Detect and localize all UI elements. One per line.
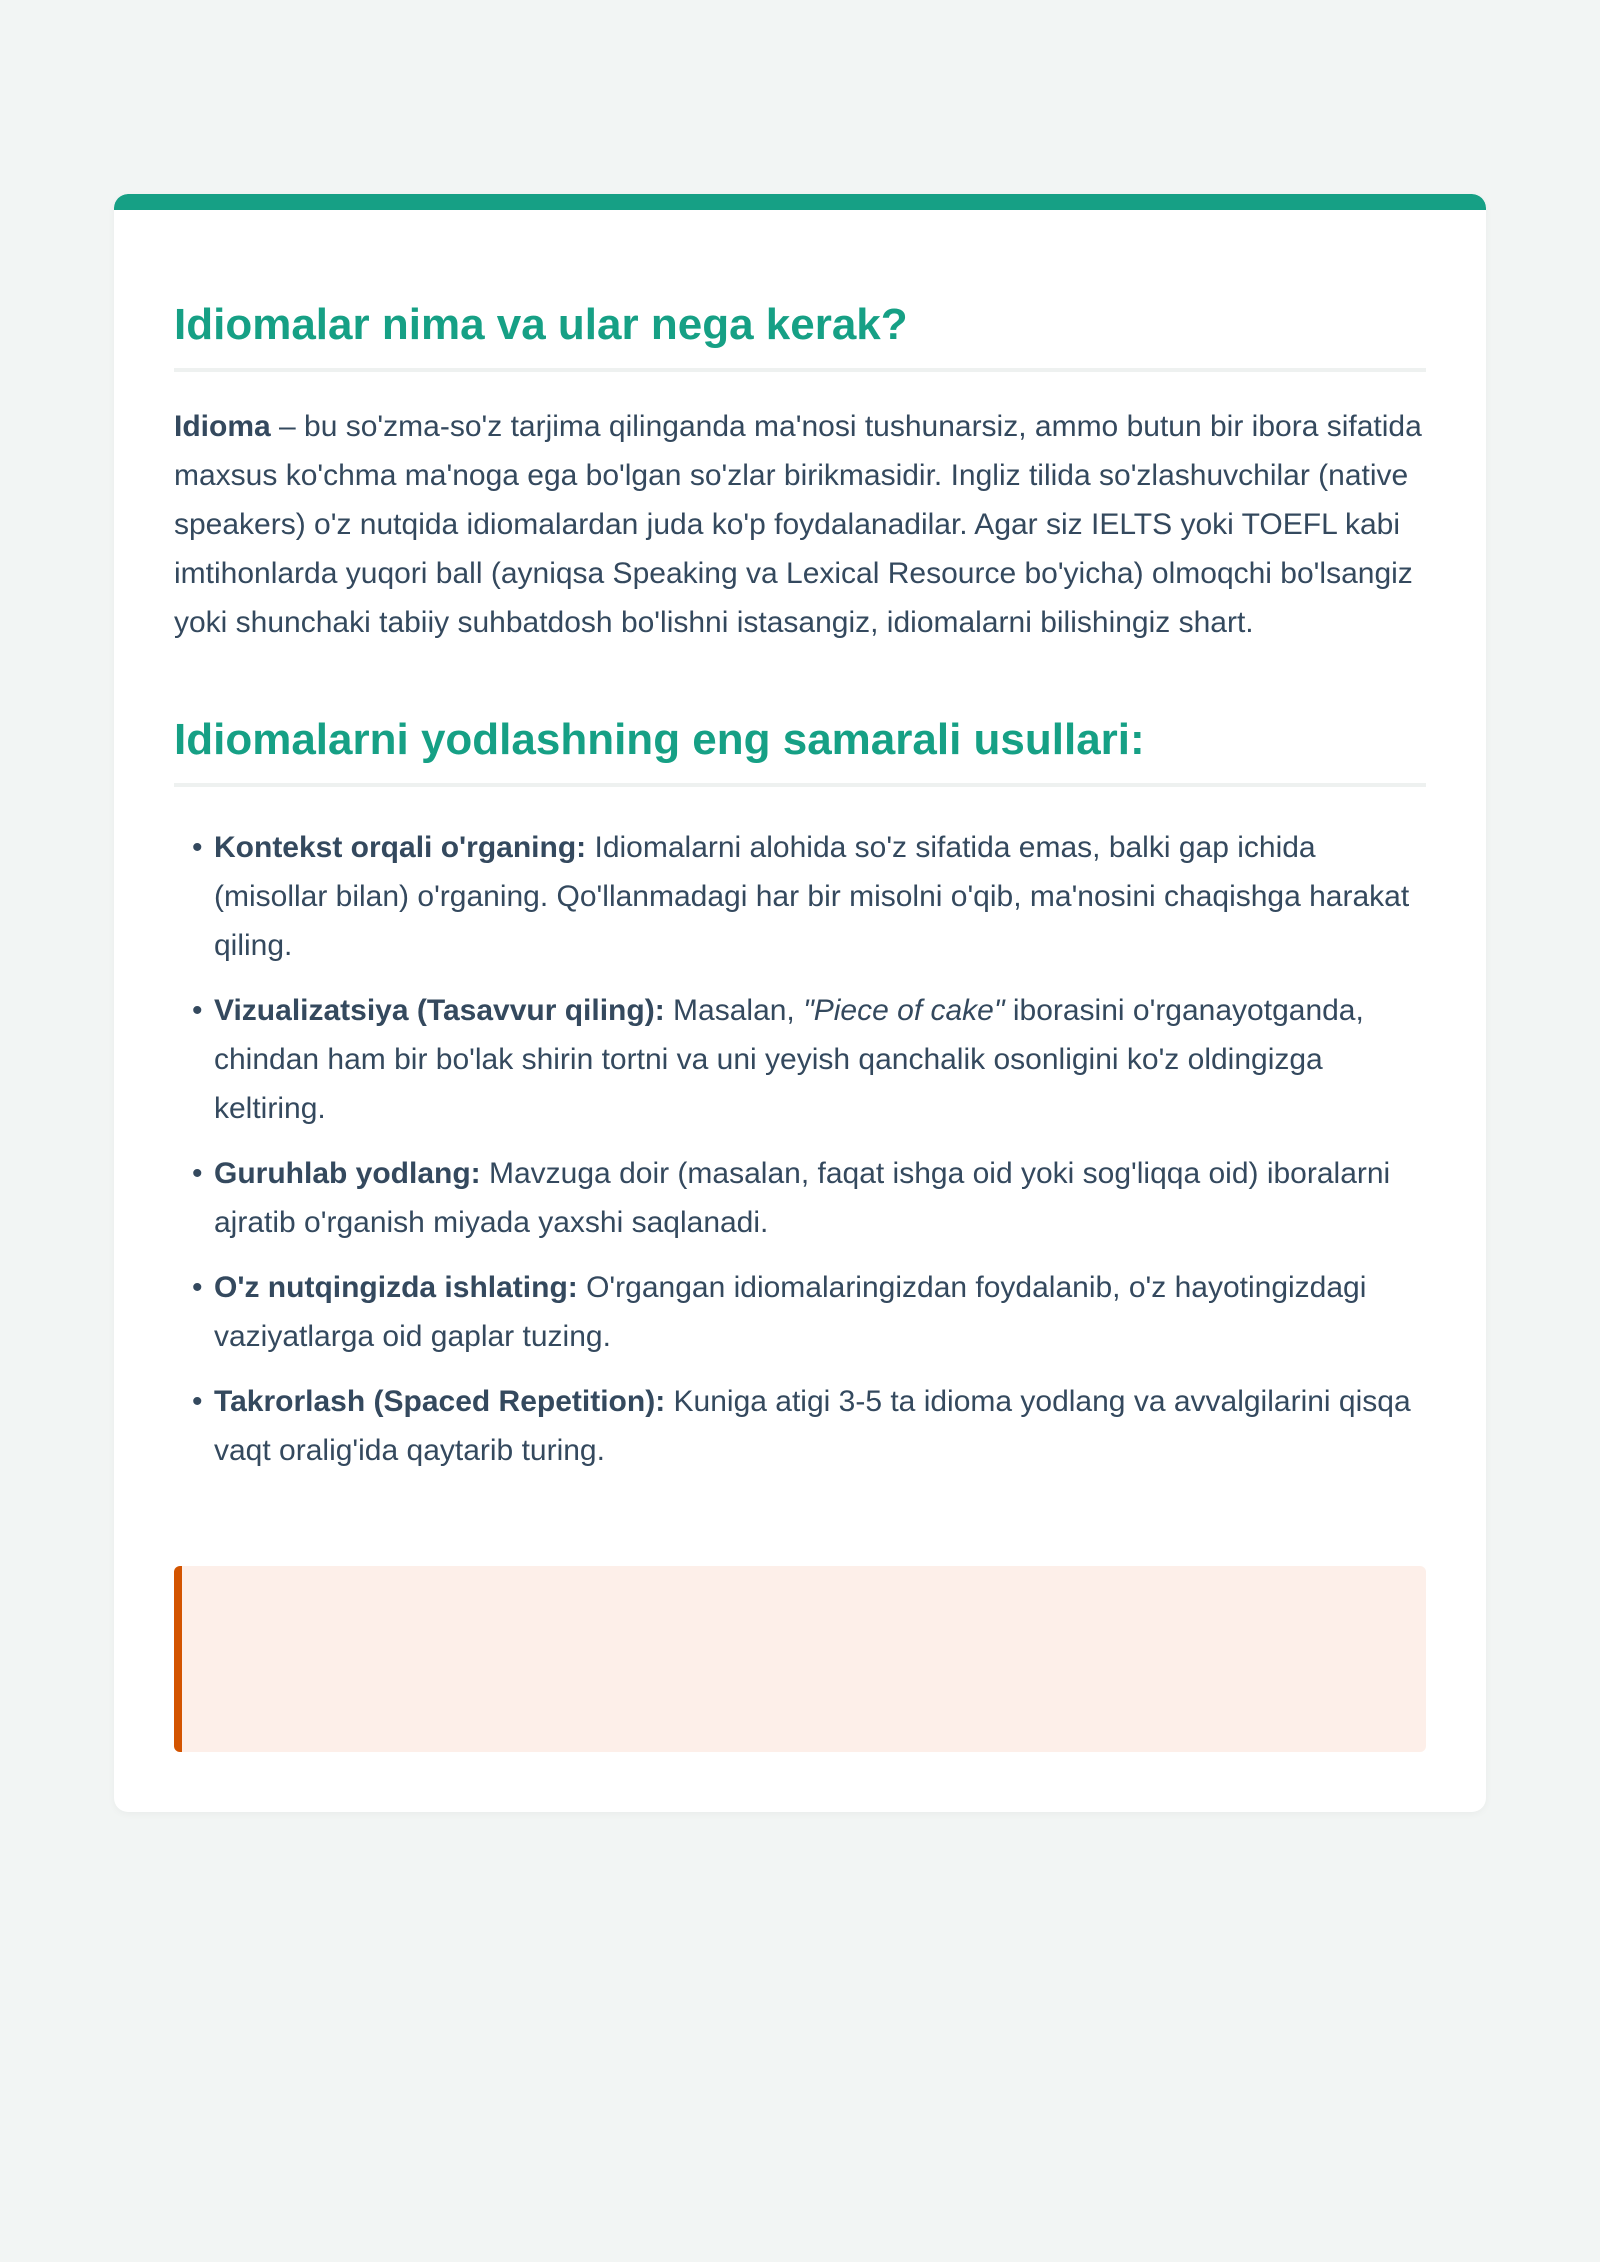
method-text: iborasini o'rganayotganda, chindan ham bir bo'lak shirin tortni va uni yeyish qanchalik osonligini ko'z oldingizga keltiring. [214,994,1364,1125]
list-item [174,1377,1426,1475]
method-title: O'z nutqingizda ishlating: [214,1271,578,1304]
list-item [174,986,1426,1133]
content-card [114,194,1486,1812]
method-text: O'rgangan idiomalaringizdan foydalanib, o'z hayotingizdagi vaziyatlarga oid gaplar tuzing. [214,1271,1367,1353]
tip-box [174,1566,1426,1752]
methods-list [174,823,1426,1475]
section-heading-what-are-idioms: Idiomalar nima va ular nega kerak? [174,298,1426,372]
method-title: Takrorlash (Spaced Repetition): [214,1385,666,1418]
list-item [174,1149,1426,1247]
bullet-icon: • [192,831,203,864]
method-text: Mavzuga doir (masalan, faqat ishga oid yoki sog'liqqa oid) iboralarni ajratib o'rganish miyada yaxshi saqlanadi. [214,1157,1391,1239]
method-title: Vizualizatsiya (Tasavvur qiling): [214,994,665,1027]
intro-text: – bu so'zma-so'z tarjima qilinganda ma'nosi tushunarsiz, ammo butun bir ibora sifatida maxsus ko'chma ma'noga ega bo'lgan so'zlar birikmasidir. Ingliz tilida so'zlashuvchilar (native speakers) o'z nutqida idiomalardan juda ko'p foydalanadilar. Agar siz IELTS yoki TOEFL kabi imtihonlarda yuqori ball (ayniqsa Speaking va Lexical Resource bo'yicha) olmoqchi bo'lsangiz yoki shunchaki tabiiy suhbatdosh bo'lishni istasangiz, idiomalarni bilishingiz shart. [174,410,1422,639]
card-content [174,298,1426,1491]
section-heading-methods: Idiomalarni yodlashning eng samarali usullari: [174,713,1426,787]
method-example: "Piece of cake" [803,994,1005,1027]
method-title: Guruhlab yodlang: [214,1157,481,1190]
method-text: Kuniga atigi 3-5 ta idioma yodlang va avvalgilarini qisqa vaqt oralig'ida qaytarib turing. [214,1385,1411,1467]
bullet-icon: • [192,1271,203,1304]
card-accent-bar [114,194,1486,210]
method-text: Idiomalarni alohida so'z sifatida emas, balki gap ichida (misollar bilan) o'rganing. Qo'llanmadagi har bir misolni o'qib, ma'nosini chaqishga harakat qiling. [214,831,1410,962]
bullet-icon: • [192,1157,203,1190]
intro-paragraph [174,402,1426,647]
list-item [174,1263,1426,1361]
term-idioma: Idioma [174,410,271,443]
bullet-icon: • [192,994,203,1027]
method-text: Masalan, [664,994,804,1027]
list-item [174,823,1426,970]
method-title: Kontekst orqali o'rganing: [214,831,587,864]
bullet-icon: • [192,1385,203,1418]
